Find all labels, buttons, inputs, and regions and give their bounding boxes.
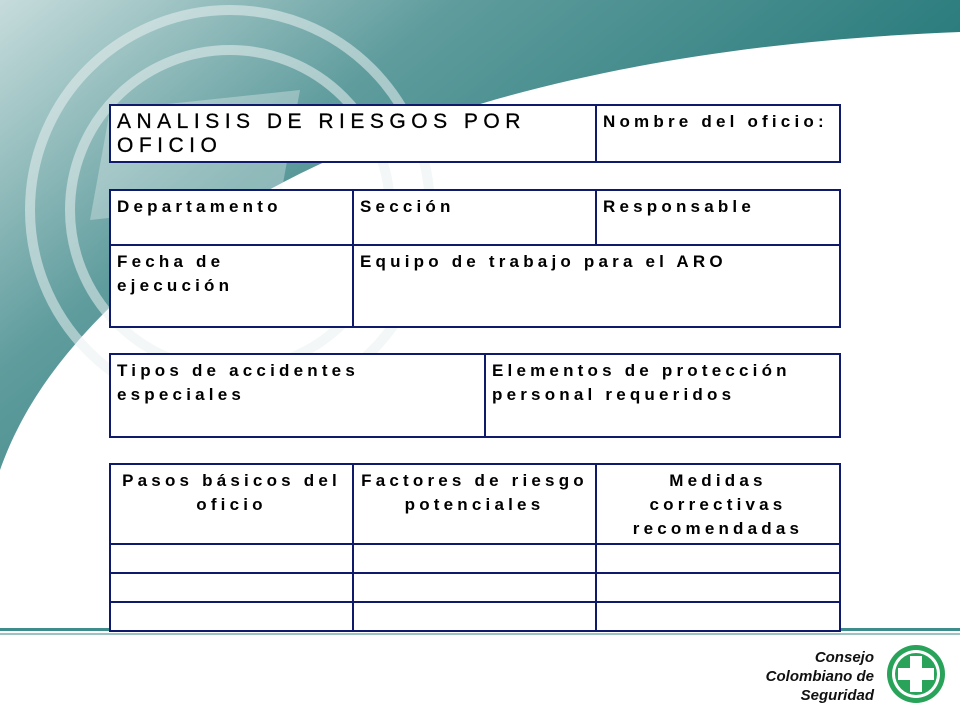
table-cell[interactable] [596, 544, 840, 573]
special-accidents-field[interactable]: Tipos de accidentes especiales [110, 354, 485, 437]
logo-line-3: Seguridad [800, 687, 874, 704]
work-team-field[interactable]: Equipo de trabajo para el ARO [353, 245, 840, 327]
steps-table [109, 463, 841, 632]
organization-name [674, 648, 874, 705]
ppe-field[interactable]: Elementos de protección personal requeridos [485, 354, 840, 437]
table-cell[interactable] [596, 602, 840, 631]
table-cell[interactable] [110, 602, 353, 631]
risk-factors-header: Factores de riesgo potenciales [353, 464, 596, 544]
table-cell[interactable] [353, 602, 596, 631]
steps-header: Pasos básicos del oficio [110, 464, 353, 544]
logo-line-2: Colombiano de [765, 668, 874, 685]
responsible-field[interactable]: Responsable [596, 190, 840, 245]
table-row [110, 602, 840, 631]
department-field[interactable]: Departamento [110, 190, 353, 245]
job-name-field[interactable]: Nombre del oficio: [596, 105, 840, 162]
table-cell[interactable] [596, 573, 840, 602]
table-row [110, 544, 840, 573]
form-title: ANALISIS DE RIESGOS POR OFICIO [110, 105, 596, 162]
table-cell[interactable] [353, 573, 596, 602]
footer-divider-light [0, 633, 960, 635]
table-cell[interactable] [353, 544, 596, 573]
form-header-table [109, 104, 841, 163]
green-cross-logo-icon [885, 643, 947, 705]
table-row [110, 573, 840, 602]
execution-date-field[interactable]: Fecha de ejecución [110, 245, 353, 327]
table-cell[interactable] [110, 573, 353, 602]
form-info-table [109, 189, 841, 328]
logo-line-1: Consejo [814, 649, 874, 666]
table-cell[interactable] [110, 544, 353, 573]
form-safety-table [109, 353, 841, 438]
section-field[interactable]: Sección [353, 190, 596, 245]
corrective-measures-header: Medidas correctivas recomendadas [596, 464, 840, 544]
